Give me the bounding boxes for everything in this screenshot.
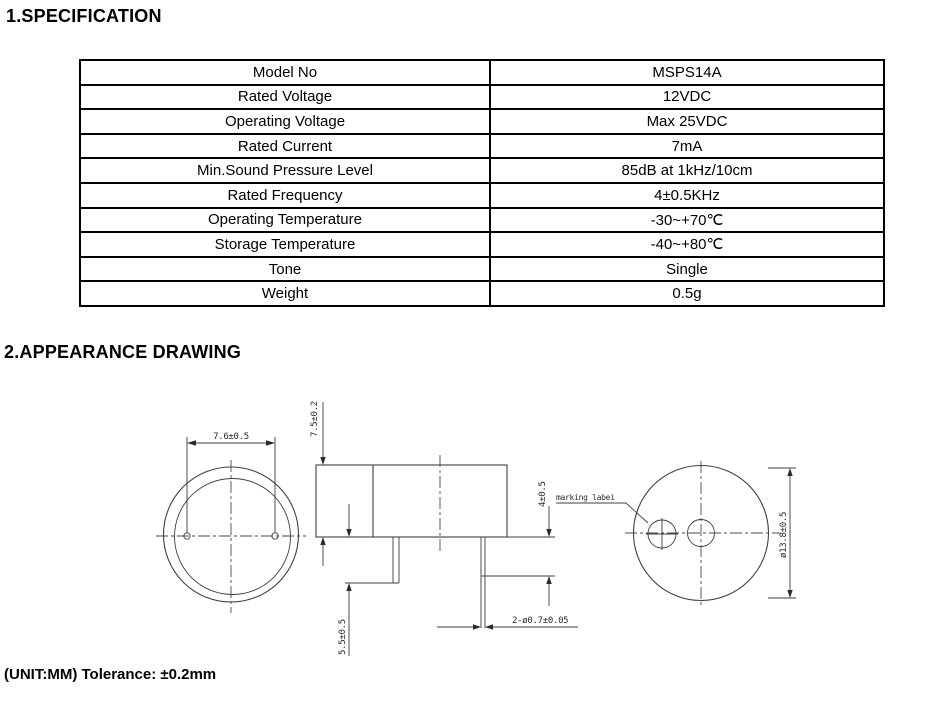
dim-base-offset bbox=[538, 481, 552, 606]
section2-title: 2.APPEARANCE DRAWING bbox=[4, 342, 242, 362]
spec-value: 7mA bbox=[490, 134, 884, 159]
spec-value: Max 25VDC bbox=[490, 109, 884, 134]
spec-label: Operating Temperature bbox=[80, 208, 490, 233]
spec-label: Model No bbox=[80, 60, 490, 85]
dim-body-diameter-label: ø13.8±0.5 bbox=[779, 511, 789, 558]
spec-label: Weight bbox=[80, 281, 490, 306]
spec-value: Single bbox=[490, 257, 884, 282]
spec-label: Rated Frequency bbox=[80, 183, 490, 208]
spec-label: Rated Voltage bbox=[80, 85, 490, 110]
back-view bbox=[556, 461, 796, 607]
spec-value: MSPS14A bbox=[490, 60, 884, 85]
spec-value: 85dB at 1kHz/10cm bbox=[490, 158, 884, 183]
spec-label: Min.Sound Pressure Level bbox=[80, 158, 490, 183]
dim-pin-length bbox=[338, 504, 352, 656]
dim-pin-diameter-label: 2-ø0.7±0.05 bbox=[512, 616, 569, 626]
spec-value: -30~+70℃ bbox=[490, 208, 884, 233]
spec-value: 4±0.5KHz bbox=[490, 183, 884, 208]
dim-body-height bbox=[310, 401, 326, 566]
unit-note: (UNIT:MM) Tolerance: ±0.2mm bbox=[4, 666, 217, 683]
marking-label-callout bbox=[556, 493, 648, 523]
spec-label: Tone bbox=[80, 257, 490, 282]
dim-pin-length-label: 5.5±0.5 bbox=[338, 619, 348, 655]
spec-label: Storage Temperature bbox=[80, 232, 490, 257]
dim-pin-spacing-label: 7.6±0.5 bbox=[213, 432, 249, 442]
spec-value: 12VDC bbox=[490, 85, 884, 110]
spec-value: -40~+80℃ bbox=[490, 232, 884, 257]
dim-pin-diameter bbox=[437, 616, 578, 630]
spec-label: Rated Current bbox=[80, 134, 490, 159]
section1-title: 1.SPECIFICATION bbox=[6, 6, 162, 26]
side-view bbox=[310, 401, 578, 656]
spec-label: Operating Voltage bbox=[80, 109, 490, 134]
marking-leader-line bbox=[626, 503, 648, 523]
dim-base-offset-label: 4±0.5 bbox=[538, 481, 548, 507]
front-inner-circle bbox=[175, 479, 291, 595]
side-body bbox=[316, 465, 507, 537]
front-view bbox=[156, 432, 306, 613]
dim-body-height-label: 7.5±0.2 bbox=[310, 401, 320, 437]
marking-label-text: marking labei bbox=[556, 493, 615, 502]
spec-value: 0.5g bbox=[490, 281, 884, 306]
